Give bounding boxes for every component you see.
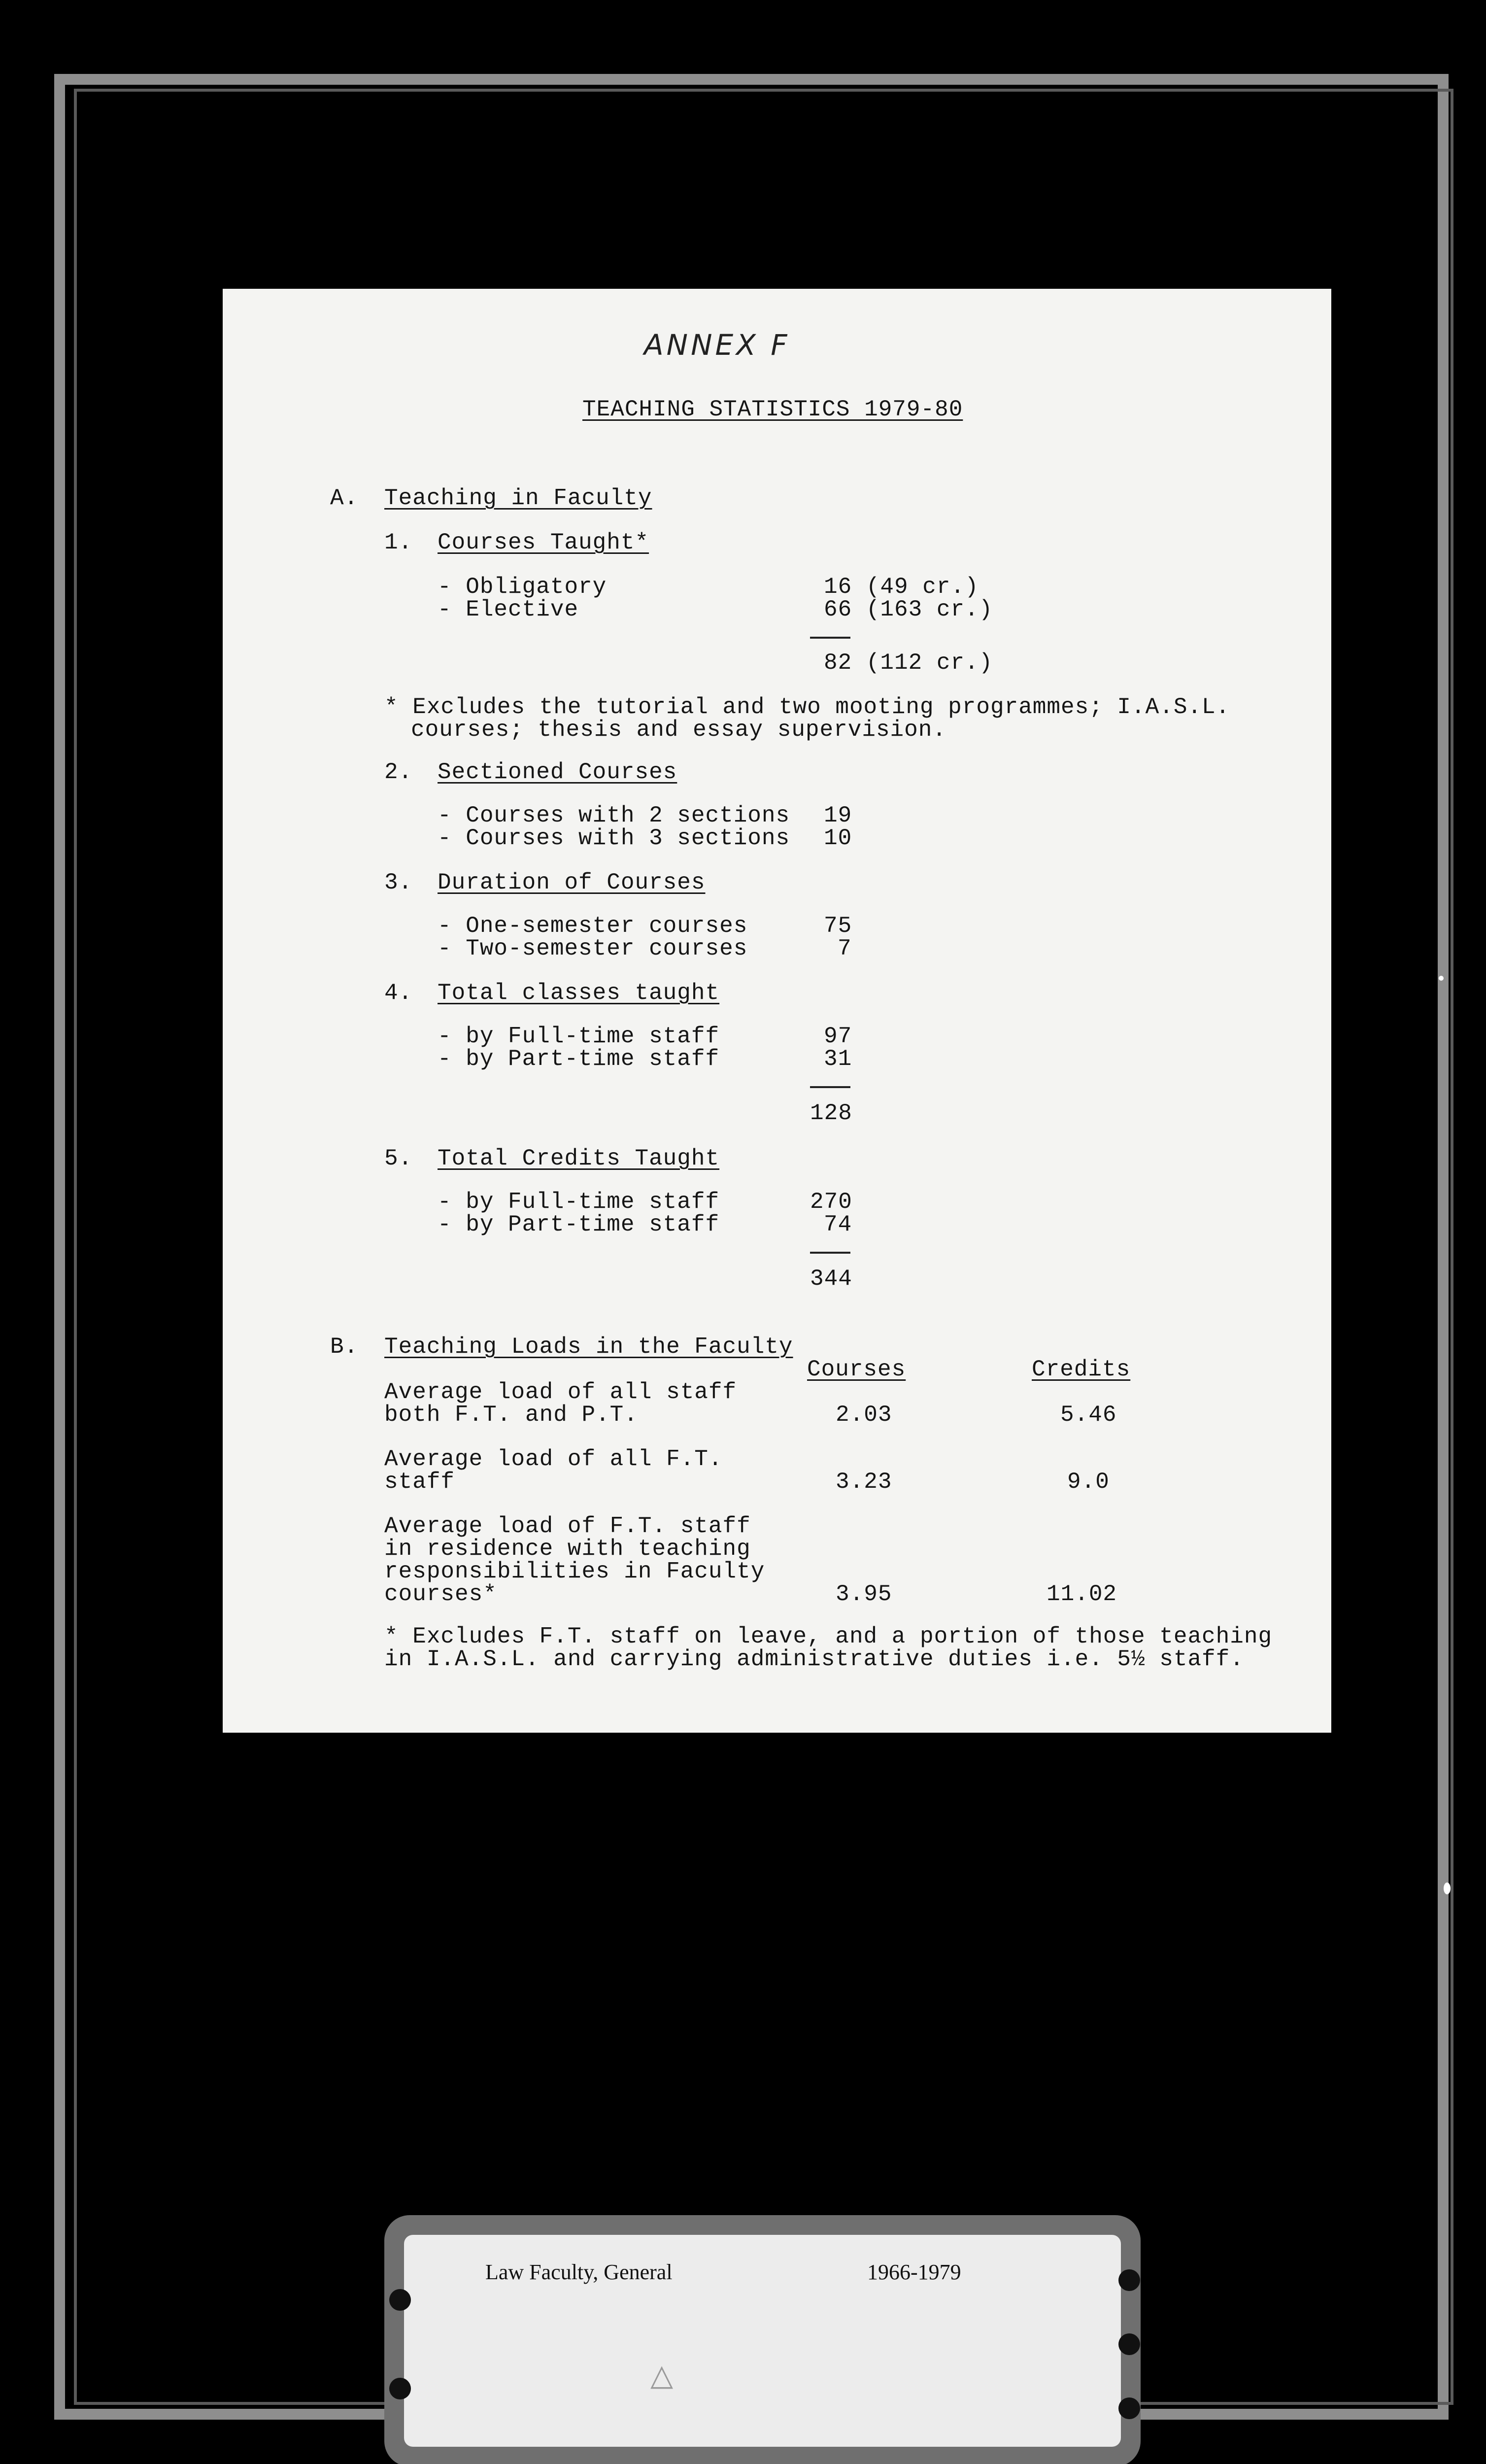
film-speck xyxy=(1439,976,1444,981)
row-value: 66 (163 cr.) xyxy=(824,597,993,622)
total-rule xyxy=(810,637,850,639)
section-a-letter: A. xyxy=(330,485,359,511)
total-value: 128 xyxy=(810,1100,852,1126)
courses-column-header: Courses xyxy=(807,1357,906,1382)
load-row-text: both F.T. and P.T. xyxy=(384,1402,638,1428)
row-label: - by Part-time staff xyxy=(438,1212,720,1237)
item-heading: Total classes taught xyxy=(438,980,720,1006)
row-label: - Elective xyxy=(438,597,579,622)
punch-hole xyxy=(1118,2397,1140,2419)
row-label: - by Full-time staff xyxy=(438,1189,720,1215)
row-value: 75 xyxy=(824,913,852,939)
load-row-text: responsibilities in Faculty xyxy=(384,1559,765,1584)
item-number: 5. xyxy=(384,1146,413,1171)
film-speck xyxy=(1444,1882,1451,1894)
row-label: - Two-semester courses xyxy=(438,936,748,961)
row-value: 10 xyxy=(824,825,852,851)
item-heading: Courses Taught* xyxy=(438,530,649,555)
punch-hole xyxy=(1118,2333,1140,2355)
item-heading: Total Credits Taught xyxy=(438,1146,720,1171)
archive-label-card xyxy=(404,2235,1121,2447)
row-label: - One-semester courses xyxy=(438,913,748,939)
row-value: 16 (49 cr.) xyxy=(824,574,979,600)
footnote-line: * Excludes the tutorial and two mooting programmes; I.A.S.L. xyxy=(384,694,1230,720)
row-label: - Courses with 2 sections xyxy=(438,803,790,828)
load-courses-value: 3.23 xyxy=(836,1469,892,1495)
row-label: - Obligatory xyxy=(438,574,607,600)
load-row-text: Average load of F.T. staff xyxy=(384,1513,751,1539)
total-rule xyxy=(810,1086,850,1088)
load-row-text: Average load of all F.T. xyxy=(384,1446,723,1472)
row-value: 19 xyxy=(824,803,852,828)
load-credits-value: 5.46 xyxy=(1060,1402,1117,1428)
section-a-heading: Teaching in Faculty xyxy=(384,485,652,511)
item-heading: Duration of Courses xyxy=(438,870,706,895)
load-row-text: Average load of all staff xyxy=(384,1379,737,1405)
item-heading: Sectioned Courses xyxy=(438,759,677,785)
total-rule xyxy=(810,1252,850,1254)
triangle-mark-icon: △ xyxy=(650,2358,674,2393)
item-number: 2. xyxy=(384,759,413,785)
row-label: - by Part-time staff xyxy=(438,1046,720,1072)
row-value: 7 xyxy=(838,936,852,961)
load-credits-value: 11.02 xyxy=(1047,1581,1117,1607)
archive-collection: Law Faculty, General xyxy=(485,2260,673,2284)
footnote-line: courses; thesis and essay supervision. xyxy=(411,717,946,743)
document-page xyxy=(223,289,1331,1733)
section-b-letter: B. xyxy=(330,1334,359,1360)
row-label: - by Full-time staff xyxy=(438,1024,720,1049)
load-courses-value: 3.95 xyxy=(836,1581,892,1607)
row-value: 31 xyxy=(824,1046,852,1072)
item-number: 3. xyxy=(384,870,413,895)
item-number: 1. xyxy=(384,530,413,555)
row-value: 74 xyxy=(824,1212,852,1237)
punch-hole xyxy=(389,2378,411,2399)
load-row-text: courses* xyxy=(384,1581,497,1607)
row-value: 270 xyxy=(810,1189,852,1215)
load-courses-value: 2.03 xyxy=(836,1402,892,1428)
load-row-text: staff xyxy=(384,1469,455,1495)
footnote-line: in I.A.S.L. and carrying administrative duties i.e. 5½ staff. xyxy=(384,1646,1244,1672)
archive-years: 1966-1979 xyxy=(867,2260,961,2284)
item-number: 4. xyxy=(384,980,413,1006)
annex-handwritten: ANNEX F xyxy=(644,328,790,362)
punch-hole xyxy=(1118,2269,1140,2291)
punch-hole xyxy=(389,2289,411,2311)
load-row-text: in residence with teaching xyxy=(384,1536,751,1562)
row-label: - Courses with 3 sections xyxy=(438,825,790,851)
load-credits-value: 9.0 xyxy=(1067,1469,1110,1495)
document-title: TEACHING STATISTICS 1979-80 xyxy=(582,397,963,422)
section-b-heading: Teaching Loads in the Faculty xyxy=(384,1334,793,1360)
total-value: 82 (112 cr.) xyxy=(824,650,993,676)
footnote-line: * Excludes F.T. staff on leave, and a portion of those teaching xyxy=(384,1624,1273,1649)
row-value: 97 xyxy=(824,1024,852,1049)
credits-column-header: Credits xyxy=(1032,1357,1131,1382)
total-value: 344 xyxy=(810,1266,852,1292)
